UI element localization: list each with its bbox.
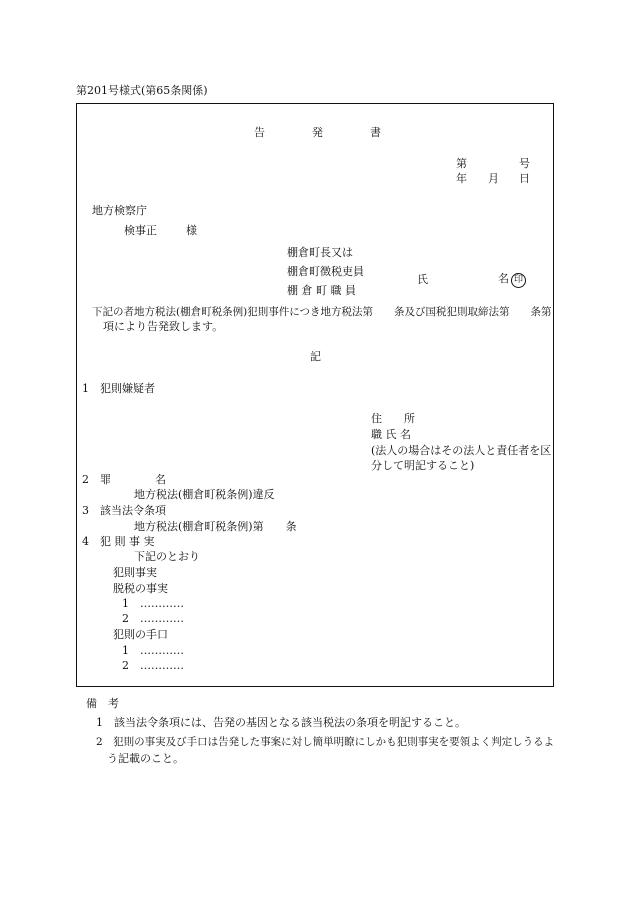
sender-name-right <box>498 272 526 288</box>
statement-line-1: 下記の者地方税法(棚倉町税条例)犯則事件につき地方税法第 条及び国税犯則取締法第 条第 <box>92 306 552 318</box>
item-1-label: 1 犯則嫌疑者 <box>82 382 155 395</box>
title-char-2: 発 <box>312 126 323 139</box>
sender-line-2: 棚倉町徴税吏員 <box>287 265 364 278</box>
address-jusho: 住 所 <box>371 412 415 425</box>
form-number: 第201号様式(第65条関係) <box>76 84 208 97</box>
sender-name-right-text: 名 <box>498 272 509 285</box>
number-go: 号 <box>519 157 530 170</box>
item-4-teguchi-2: 2 ………… <box>122 659 184 672</box>
sender-line-1: 棚倉町長又は <box>287 246 353 259</box>
address-shokushimei: 職 氏 名 <box>371 428 411 441</box>
title-char-3: 書 <box>370 126 381 139</box>
recipient-prosecutor: 検事正 <box>124 224 157 237</box>
date-year: 年 <box>456 172 467 185</box>
item-2-label: 2 罪 名 <box>82 473 166 486</box>
ki-heading: 記 <box>310 350 321 363</box>
item-4-teguchi-1: 1 ………… <box>122 644 184 657</box>
item-4-datsuzei-2: 2 ………… <box>122 612 184 625</box>
item-4-label: 4 犯 則 事 実 <box>82 535 155 548</box>
note-1: 1 該当法令条項には、告発の基因となる該当税法の条項を明記すること。 <box>96 716 466 729</box>
address-note-2: 分して明記すること) <box>371 459 475 472</box>
recipient-office: 地方検察庁 <box>92 204 147 217</box>
statement-line-2: 項により告発致します。 <box>103 320 224 333</box>
notes-heading: 備 考 <box>86 697 119 710</box>
note-2-line-2: う記載のこと。 <box>107 752 184 765</box>
sender-line-3: 棚 倉 町 職 員 <box>287 284 356 297</box>
item-3-label: 3 該当法令条項 <box>82 504 166 517</box>
date-day: 日 <box>519 172 530 185</box>
item-2-value: 地方税法(棚倉町税条例)違反 <box>134 488 275 501</box>
sender-name-left: 氏 <box>417 273 428 286</box>
note-2-line-1: 2 犯則の事実及び手口は告発した事案に対し簡単明瞭にしかも犯則事実を要領よく判定しうるよ <box>96 736 555 748</box>
address-note-1: (法人の場合はその法人と責任者を区 <box>371 444 552 457</box>
item-4-datsuzei: 脱税の事実 <box>113 582 168 595</box>
item-3-value: 地方税法(棚倉町税条例)第 条 <box>134 520 297 533</box>
item-4-shita: 下記のとおり <box>134 550 200 563</box>
title-char-1: 告 <box>254 126 265 139</box>
recipient-sama: 様 <box>186 224 197 237</box>
item-4-datsuzei-1: 1 ………… <box>122 597 184 610</box>
seal-icon: 印 <box>511 273 526 288</box>
date-month: 月 <box>488 172 499 185</box>
item-4-hansoku-jijitsu: 犯則事実 <box>113 566 157 579</box>
item-4-teguchi: 犯則の手口 <box>113 628 168 641</box>
number-dai: 第 <box>456 157 467 170</box>
